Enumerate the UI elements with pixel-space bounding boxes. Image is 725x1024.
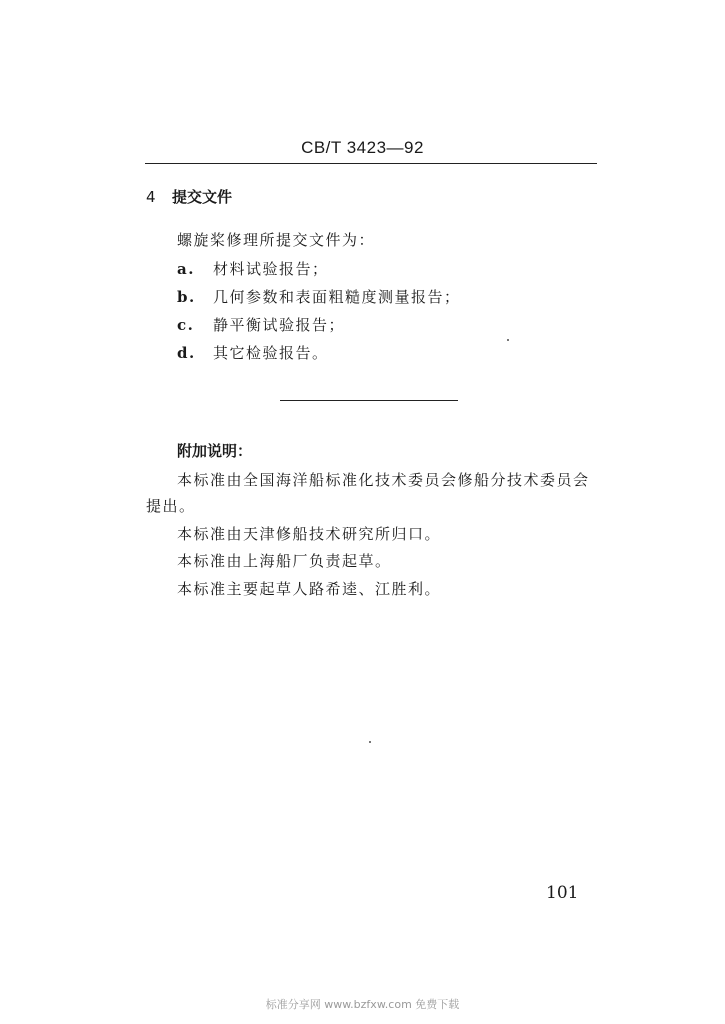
section-title: 提交文件 — [172, 188, 233, 206]
list-item — [177, 286, 461, 307]
list-item — [177, 314, 345, 335]
notes-paragraph: 本标准由上海船厂负责起草。 — [177, 552, 392, 570]
list-item-text: 静平衡试验报告； — [213, 316, 346, 334]
section-heading — [146, 186, 232, 207]
notes-paragraph: 本标准由天津修船技术研究所归口。 — [177, 525, 442, 543]
list-item-label: d. — [177, 344, 196, 362]
scan-speck — [369, 741, 371, 743]
section-divider — [280, 400, 458, 401]
list-item-label: c. — [177, 316, 195, 334]
notes-heading: 附加说明： — [177, 442, 253, 460]
header-rule — [145, 163, 597, 164]
page-number: 101 — [546, 883, 579, 903]
list-item — [177, 258, 329, 279]
notes-paragraph: 本标准由全国海洋船标准化技术委员会修船分技术委员会提出。 — [146, 471, 590, 515]
scan-speck — [507, 339, 509, 341]
footer-watermark: 标准分享网 www.bzfxw.com 免费下载 — [265, 998, 460, 1011]
list-item-text: 材料试验报告； — [213, 260, 329, 278]
list-item-text: 其它检验报告。 — [213, 344, 329, 362]
standard-code-header: CB/T 3423—92 — [301, 138, 424, 157]
section-intro: 螺旋桨修理所提交文件为： — [177, 231, 376, 249]
list-item-text: 几何参数和表面粗糙度测量报告； — [213, 288, 461, 306]
section-number: 4 — [146, 188, 156, 206]
list-item — [177, 342, 329, 363]
notes-paragraph: 本标准主要起草人路希逵、江胜利。 — [177, 580, 442, 598]
list-item-label: b. — [177, 288, 196, 306]
list-item-label: a. — [177, 260, 195, 278]
